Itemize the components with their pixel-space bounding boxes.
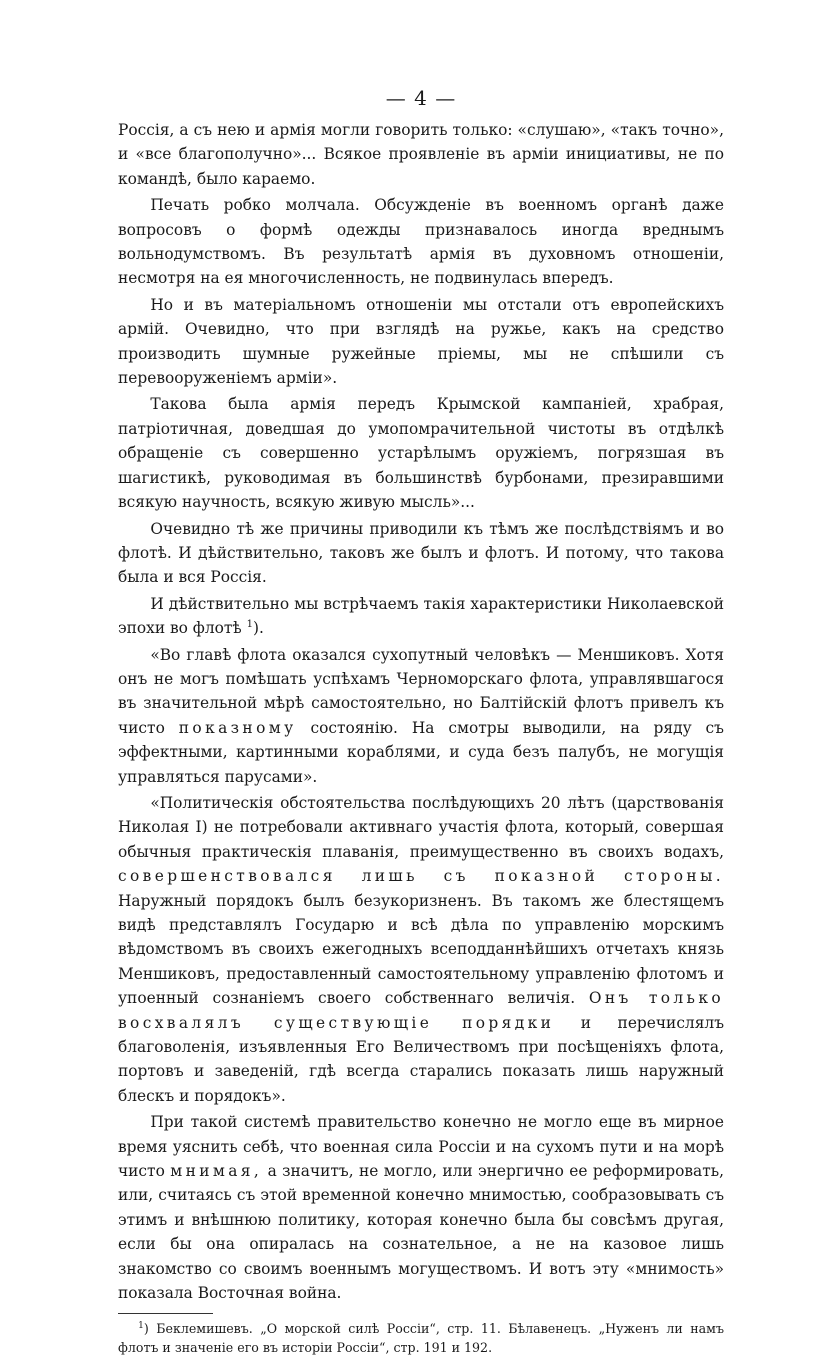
footnote-reference[interactable]: 1	[246, 619, 253, 630]
paragraph-8-part-3: и перечислялъ благоволенія, изъявленныя Его Величествомъ при посѣщеніяхъ флота, портовъ и заведеній, гдѣ всегда старались показать лишь наружный блескъ и порядокъ».	[118, 1013, 724, 1105]
paragraph-8-spaced-1: совершенствовался лишь съ показной стороны.	[118, 867, 724, 886]
footnote-mark: 1	[138, 1320, 144, 1331]
paragraph-9-part-1: При такой системѣ правительство конечно не могло еще въ мирное время уяснить себѣ, что военная сила Россіи и на сухомъ пути и на морѣ чисто	[118, 1113, 724, 1181]
footnote	[118, 1319, 724, 1357]
document-page	[118, 84, 724, 1357]
paragraph-2: Печать робко молчала. Обсужденіе въ военномъ органѣ даже вопросовъ о формѣ одежды признавалось иногда вреднымъ вольнодумствомъ. Въ результатѣ армія въ духовномъ отношеніи, несмотря на ея многочисленность, не подвинулась впередъ.	[118, 196, 724, 288]
paragraph-9-part-2: а значитъ, не могло, или энергично ее реформировать, или, считаясь съ этой временной конечно мнимостью, сообразовывать съ этимъ и внѣшнюю политику, которая конечно была бы совсѣмъ другая, если бы она опиралась на сознательное, а не на казовое лишь знакомство со своимъ военнымъ могуществомъ. И вотъ эту «мнимость» показала Восточная война.	[118, 1162, 724, 1303]
paragraph-7-part-1: «Во главѣ флота оказался сухопутный человѣкъ — Меншиковъ. Хотя онъ не могъ помѣшать успѣхамъ Черноморскаго флота, управлявшагося въ значительной мѣрѣ самостоятельно, но Балтійскій флотъ привелъ къ чисто	[118, 645, 724, 737]
paragraph-6	[118, 592, 724, 641]
paragraph-9	[118, 1110, 724, 1305]
page-number: — 4 —	[385, 86, 457, 110]
paragraph-8-part-1: «Политическія обстоятельства послѣдующихъ 20 лѣтъ (царствованія Николая I) не потребовали активнаго участія флота, который, совершая обычныя практическія плаванія, преимущественно въ своихъ водахъ,	[118, 793, 724, 861]
paragraph-3: Но и въ матеріальномъ отношеніи мы отстали отъ европейскихъ армій. Очевидно, что при взглядѣ на ружье, какъ на средство производить шумные ружейные пріемы, мы не спѣшили съ перевооруженіемъ арміи».	[118, 295, 724, 388]
paragraph-8-part-2: Наружный порядокъ былъ безукоризненъ. Въ такомъ же блестящемъ видѣ представлялъ Государю и всѣ дѣла по управленію морскимъ вѣдомствомъ въ своихъ ежегодныхъ всеподданнѣйшихъ отчетахъ князь Меншиковъ, предоставленный самостоятельному управленію флотомъ и упоенный сознаніемъ своего собственнаго величія.	[118, 891, 724, 1008]
paragraph-8-spaced-2: Онъ только восхвалялъ существующіе порядки	[118, 989, 724, 1032]
paragraph-9-spaced: мнимая,	[170, 1162, 263, 1181]
paragraph-8	[118, 791, 724, 1108]
paragraph-7	[118, 643, 724, 789]
footnote-text: ) Беклемишевъ. „О морской силѣ Россіи“, стр. 11. Бѣлавенецъ. „Нуженъ ли намъ флотъ и значеніе его въ исторіи Россіи“, стр. 191 и 192.	[118, 1320, 724, 1355]
paragraph-1: Россія, а съ нею и армія могли говорить только: «слушаю», «такъ точно», и «все благополучно»... Всякое проявленіе въ арміи инициативы, не по командѣ, было караемо.	[118, 121, 724, 188]
footnote-divider	[118, 1313, 213, 1314]
paragraph-6-tail: ).	[252, 619, 264, 638]
paragraph-7-spaced: показному	[178, 718, 297, 737]
paragraph-5: Очевидно тѣ же причины приводили къ тѣмъ же послѣдствіямъ и во флотѣ. И дѣйствительно, таковъ же былъ и флотъ. И потому, что такова была и вся Россія.	[118, 519, 724, 587]
paragraph-7-part-2: состоянію. На смотры выводили, на ряду съ эффектными, картинными кораблями, и суда безъ палубъ, не могущія управляться парусами».	[118, 718, 724, 786]
paragraph-6-text: И дѣйствительно мы встрѣчаемъ такія характеристики Николаевской эпохи во флотѣ	[118, 594, 724, 638]
paragraph-4: Такова была армія передъ Крымской кампаніей, храбрая, патріотичная, доведшая до умопомрачительной чистоты въ отдѣлкѣ обращеніе съ совершенно устарѣлымъ оружіемъ, погрязшая въ шагистикѣ, руководимая въ большинствѣ бурбонами, презиравшими всякую научность, всякую живую мысль»...	[118, 395, 724, 512]
